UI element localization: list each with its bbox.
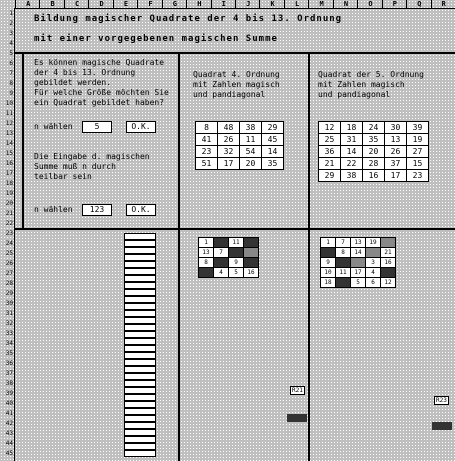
sum-input[interactable]: 123: [82, 204, 112, 216]
square-cell: 29: [262, 122, 284, 134]
row-number[interactable]: 36: [5, 360, 13, 367]
ladder-rung: [125, 283, 155, 290]
square-cell: 37: [385, 158, 407, 170]
magic-square-5: [318, 121, 429, 182]
ladder-rung: [125, 276, 155, 283]
ladder-rung: [125, 444, 155, 451]
row-number[interactable]: 10: [5, 100, 13, 107]
square-cell: 20: [363, 146, 385, 158]
square-cell: 8: [196, 122, 218, 134]
ladder-rung: [125, 248, 155, 255]
row-number[interactable]: 42: [5, 420, 13, 427]
row-number[interactable]: 23: [5, 230, 13, 237]
ladder-rung: [125, 353, 155, 360]
intro-text: Es können magische Quadrate der 4 bis 13. Ordnung gebildet werden. Für welche Größe möchten Sie ein Quadrat gebildet haben?: [34, 58, 169, 107]
column-header-m[interactable]: M: [308, 0, 333, 8]
square-cell: 8: [336, 248, 351, 258]
row-number[interactable]: 24: [5, 240, 13, 247]
square-cell: [214, 238, 229, 248]
title-line-1: Bildung magischer Quadrate der 4 bis 13. Ordnung: [34, 14, 343, 24]
ladder-rung: [125, 409, 155, 416]
square-cell: 16: [244, 268, 259, 278]
row-number[interactable]: 11: [5, 110, 13, 117]
row-number[interactable]: 44: [5, 440, 13, 447]
square-cell: 13: [199, 248, 214, 258]
square-cell: 38: [240, 122, 262, 134]
square-cell: 12: [381, 278, 396, 288]
square-cell: [244, 248, 259, 258]
square-cell: 5: [351, 278, 366, 288]
row-number[interactable]: 29: [5, 290, 13, 297]
row-number[interactable]: 16: [5, 160, 13, 167]
square-cell: 35: [262, 158, 284, 170]
table-row: [321, 278, 396, 288]
ladder-rung: [125, 381, 155, 388]
square-cell: 51: [196, 158, 218, 170]
square-cell: 9: [321, 258, 336, 268]
row-number[interactable]: 5: [9, 50, 13, 57]
row-number[interactable]: 18: [5, 180, 13, 187]
table-row: [321, 258, 396, 268]
square-cell: 13: [351, 238, 366, 248]
square-cell: [381, 268, 396, 278]
row-number[interactable]: 30: [5, 300, 13, 307]
table-row: [319, 122, 429, 134]
square-cell: 6: [366, 278, 381, 288]
square-cell: 32: [218, 146, 240, 158]
square-cell: 29: [319, 170, 341, 182]
table-row: [196, 158, 284, 170]
ladder-rung: [125, 339, 155, 346]
row-number[interactable]: 38: [5, 380, 13, 387]
column-header-l[interactable]: L: [284, 0, 309, 8]
column-header-h[interactable]: H: [186, 0, 211, 8]
scroll-ladder[interactable]: [124, 233, 156, 457]
row-number[interactable]: 25: [5, 250, 13, 257]
row-number[interactable]: 37: [5, 370, 13, 377]
table-row: [199, 268, 259, 278]
marker-block-2: [432, 422, 452, 430]
row-number[interactable]: 33: [5, 330, 13, 337]
table-row: [321, 238, 396, 248]
ladder-rung: [125, 311, 155, 318]
row-number[interactable]: 41: [5, 410, 13, 417]
row-number[interactable]: 3: [9, 30, 13, 37]
square-cell: 9: [229, 258, 244, 268]
square-cell: 22: [341, 158, 363, 170]
title-line-2: mit einer vorgegebenen magischen Summe: [34, 34, 278, 44]
square-cell: 10: [321, 268, 336, 278]
square-cell: 3: [366, 258, 381, 268]
square-cell: 14: [341, 146, 363, 158]
square-cell: 25: [319, 134, 341, 146]
ladder-rung: [125, 290, 155, 297]
column-header-p[interactable]: P: [382, 0, 407, 8]
row-number[interactable]: 31: [5, 310, 13, 317]
column-header-n[interactable]: N: [333, 0, 358, 8]
column-header-c[interactable]: C: [64, 0, 89, 8]
marker-box-2: R23: [436, 397, 447, 404]
table-row: [321, 268, 396, 278]
ladder-rung: [125, 374, 155, 381]
ladder-rung: [125, 430, 155, 437]
ladder-rung: [125, 297, 155, 304]
row-number[interactable]: 45: [5, 450, 13, 457]
square-cell: 14: [262, 146, 284, 158]
ladder-rung: [125, 402, 155, 409]
row-number[interactable]: 1: [9, 10, 13, 17]
column-header-e[interactable]: E: [113, 0, 138, 8]
square-cell: 24: [363, 122, 385, 134]
table-row: [199, 258, 259, 268]
ladder-rung: [125, 304, 155, 311]
square-cell: [321, 248, 336, 258]
row-number[interactable]: 26: [5, 260, 13, 267]
order-label: n wählen: [34, 122, 73, 131]
sum-text: Die Eingabe d. magischen Summe muß n durch teilbar sein: [34, 152, 150, 181]
ladder-rung: [125, 437, 155, 444]
square-cell: 17: [218, 158, 240, 170]
marker-block-1: [287, 414, 307, 422]
square-cell: [336, 258, 351, 268]
quad5-title: Quadrat der 5. Ordnung mit Zahlen magisch und pandiagonal: [318, 70, 424, 99]
square-cell: [351, 258, 366, 268]
square-cell: 23: [407, 170, 429, 182]
ladder-rung: [125, 360, 155, 367]
ok-button-order[interactable]: O.K.: [126, 121, 156, 133]
column-header-o[interactable]: O: [357, 0, 382, 8]
square-cell: 18: [321, 278, 336, 288]
table-row: [319, 158, 429, 170]
square-cell: 27: [407, 146, 429, 158]
square-cell: 38: [341, 170, 363, 182]
square-cell: 11: [229, 238, 244, 248]
ladder-rung: [125, 241, 155, 248]
square-cell: 54: [240, 146, 262, 158]
ladder-rung: [125, 346, 155, 353]
ladder-rung: [125, 255, 155, 262]
square-cell: 21: [319, 158, 341, 170]
square-cell: 16: [363, 170, 385, 182]
divider-v2: [308, 52, 310, 461]
row-number[interactable]: 17: [5, 170, 13, 177]
ladder-rung: [125, 234, 155, 241]
table-row: [319, 134, 429, 146]
square-cell: 28: [363, 158, 385, 170]
square-cell: 5: [229, 268, 244, 278]
table-row: [319, 170, 429, 182]
row-number[interactable]: 28: [5, 280, 13, 287]
column-header-d[interactable]: D: [88, 0, 113, 8]
square-cell: 31: [341, 134, 363, 146]
square-cell: 45: [262, 134, 284, 146]
square-cell: 7: [214, 248, 229, 258]
table-row: [321, 248, 396, 258]
sum-label: n wählen: [34, 205, 73, 214]
row-number[interactable]: 32: [5, 320, 13, 327]
row-number[interactable]: 19: [5, 190, 13, 197]
square-cell: 11: [240, 134, 262, 146]
ladder-rung: [125, 318, 155, 325]
square-cell: 18: [341, 122, 363, 134]
ladder-rung: [125, 388, 155, 395]
square-cell: [229, 248, 244, 258]
table-row: [196, 122, 284, 134]
square-cell: 48: [218, 122, 240, 134]
row-number[interactable]: 7: [9, 70, 13, 77]
ladder-rung: [125, 325, 155, 332]
square-cell: 41: [196, 134, 218, 146]
row-number[interactable]: 34: [5, 340, 13, 347]
column-header-b[interactable]: B: [39, 0, 64, 8]
column-header-a[interactable]: A: [15, 0, 40, 8]
table-row: [319, 146, 429, 158]
quad4-title: Quadrat 4. Ordnung mit Zahlen magisch und pandiagonal: [193, 70, 280, 99]
square-cell: [381, 238, 396, 248]
square-cell: 15: [407, 158, 429, 170]
square-cell: 8: [199, 258, 214, 268]
square-cell: 1: [321, 238, 336, 248]
square-cell: 19: [407, 134, 429, 146]
square-cell: 12: [319, 122, 341, 134]
square-cell: 16: [381, 258, 396, 268]
ladder-rung: [125, 262, 155, 269]
row-number[interactable]: 14: [5, 140, 13, 147]
square-cell: [244, 258, 259, 268]
table-row: [199, 248, 259, 258]
square-cell: 21: [381, 248, 396, 258]
divider-v0: [22, 52, 24, 228]
ladder-rung: [125, 416, 155, 423]
row-number[interactable]: 21: [5, 210, 13, 217]
table-row: [199, 238, 259, 248]
square-cell: 11: [336, 268, 351, 278]
ladder-rung: [125, 395, 155, 402]
square-cell: 39: [407, 122, 429, 134]
row-number[interactable]: 6: [9, 60, 13, 67]
square-cell: 30: [385, 122, 407, 134]
row-number[interactable]: 13: [5, 130, 13, 137]
square-cell: 14: [351, 248, 366, 258]
square-cell: 23: [196, 146, 218, 158]
row-number[interactable]: 43: [5, 430, 13, 437]
row-number[interactable]: 2: [9, 20, 13, 27]
ladder-rung: [125, 423, 155, 430]
column-header-k[interactable]: K: [259, 0, 284, 8]
square-cell: [214, 258, 229, 268]
divider-top: [15, 52, 455, 54]
table-row: [196, 146, 284, 158]
square-cell: [336, 278, 351, 288]
row-number[interactable]: 22: [5, 220, 13, 227]
column-header-i[interactable]: I: [211, 0, 236, 8]
square-cell: 36: [319, 146, 341, 158]
ok-button-sum[interactable]: O.K.: [126, 204, 156, 216]
row-number[interactable]: 8: [9, 80, 13, 87]
square-cell: 35: [363, 134, 385, 146]
square-cell: 20: [240, 158, 262, 170]
column-header-q[interactable]: Q: [406, 0, 431, 8]
row-number[interactable]: 39: [5, 390, 13, 397]
ladder-rung: [125, 269, 155, 276]
row-number[interactable]: 20: [5, 200, 13, 207]
square-cell: [199, 268, 214, 278]
row-number[interactable]: 35: [5, 350, 13, 357]
column-header-g[interactable]: G: [162, 0, 187, 8]
column-header-r[interactable]: R: [431, 0, 455, 8]
row-number[interactable]: 9: [9, 90, 13, 97]
square-cell: 7: [336, 238, 351, 248]
row-number[interactable]: 12: [5, 120, 13, 127]
square-cell: 26: [385, 146, 407, 158]
order-input[interactable]: 5: [82, 121, 112, 133]
square-cell: 17: [385, 170, 407, 182]
square-cell: 13: [385, 134, 407, 146]
square-cell: 4: [366, 268, 381, 278]
square-cell: 1: [199, 238, 214, 248]
divider-v1: [178, 52, 180, 461]
table-row: [196, 134, 284, 146]
small-square-5: [320, 237, 396, 288]
row-number[interactable]: 40: [5, 400, 13, 407]
row-number[interactable]: 15: [5, 150, 13, 157]
square-cell: 17: [351, 268, 366, 278]
square-cell: 19: [366, 238, 381, 248]
column-header-f[interactable]: F: [137, 0, 162, 8]
square-cell: [244, 238, 259, 248]
magic-square-4: [195, 121, 284, 170]
marker-box-1: R21: [292, 387, 303, 394]
ladder-rung: [125, 367, 155, 374]
row-number[interactable]: 27: [5, 270, 13, 277]
divider-middle: [15, 228, 455, 230]
column-header-j[interactable]: J: [235, 0, 260, 8]
small-square-4: [198, 237, 259, 278]
square-cell: 4: [214, 268, 229, 278]
square-cell: [366, 248, 381, 258]
row-number[interactable]: 4: [9, 40, 13, 47]
ladder-rung: [125, 332, 155, 339]
square-cell: 26: [218, 134, 240, 146]
